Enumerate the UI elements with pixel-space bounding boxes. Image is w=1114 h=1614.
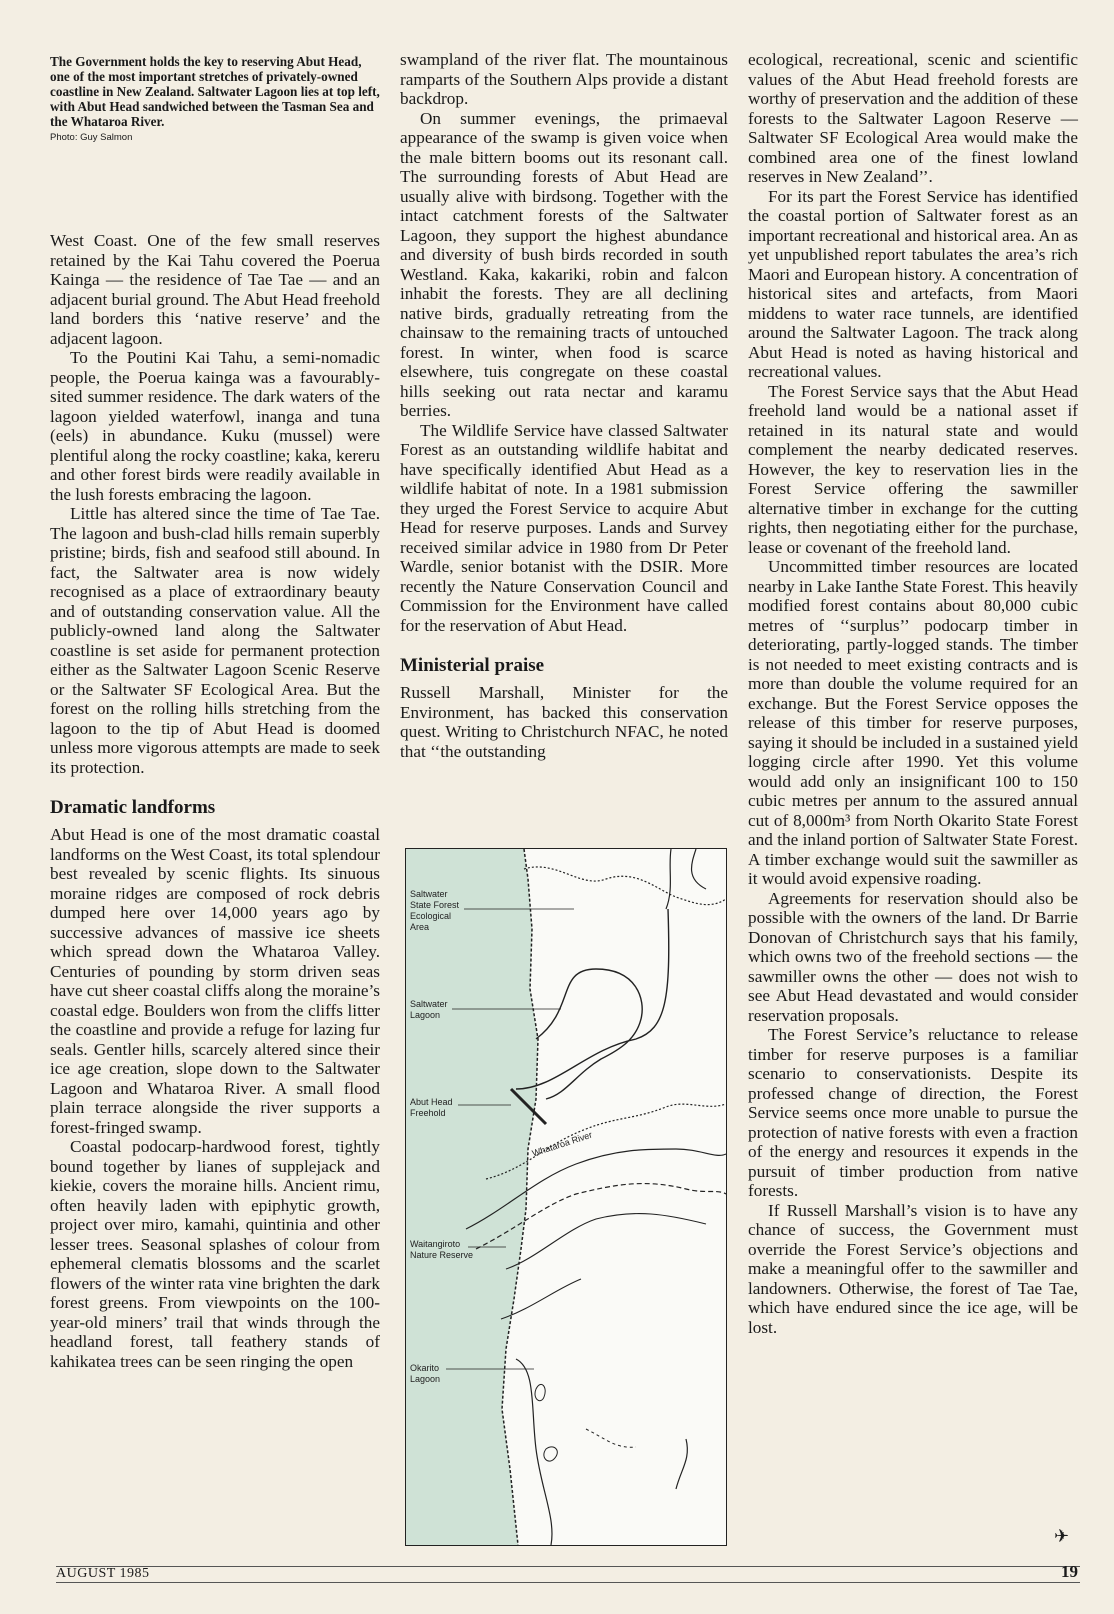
stream bbox=[676, 1439, 687, 1489]
paragraph: For its part the Forest Service has identified the coastal portion of Saltwater forest as an important recreational and historical area. An as yet unpublished report tabulates the area’s rich Maori and European history. A concentration of historical sites and artefacts, from Maori middens to water race tunnels, are identified around the Saltwater Lagoon. The track along Abut Head is noted as having historical and recreational values. bbox=[748, 186, 1078, 381]
heading-dramatic-landforms: Dramatic landforms bbox=[50, 797, 216, 818]
paragraph: Coastal podocarp-hardwood forest, tightly bound together by lianes of supplejack and kiekie, covers the moraine hills. Ancient rimu, often heavily laden with epiphytic growth, project over miro, kamahi, quintinia and other lesser trees. Seasonal splashes of colour from ephemeral clematis blossoms and the scarlet flowers of the winter rata vine brighten the dark forest greens. From viewpoints on the 100-year-old miners’ trail that winds through the headland forest, tall feathery stands of kahikatea trees can be seen ringing the open bbox=[50, 1137, 380, 1371]
paragraph: ecological, recreational, scenic and scientific values of the Abut Head freehold forests are worthy of preservation and the addition of these forests to the Saltwater Lagoon Reserve — Saltwater SF Ecological Area would make the combined area one of the finest lowland reserves in New Zealand’’. bbox=[748, 50, 1078, 186]
photo-credit: Photo: Guy Salmon bbox=[50, 132, 133, 143]
map-label-whataroa-river: Whataroa River bbox=[530, 1129, 594, 1159]
okarito-lagoon-shape bbox=[516, 1359, 552, 1545]
map-label-waitangiroto: Waitangiroto Nature Reserve bbox=[410, 1239, 474, 1260]
hill-outline bbox=[506, 1214, 706, 1269]
column-2 bbox=[400, 50, 728, 761]
page-number: 19 bbox=[1061, 1562, 1078, 1581]
paragraph: Abut Head is one of the most dramatic coastal landforms on the West Coast, its total splendour best revealed by scenic flights. Its sinuous moraine ridges are composed of rock debris dumped here over 14,000 years ago by successive advances of massive ice sheets which spread down the Whataroa Valley. Centuries of pounding by storm driven seas have cut sheer coastal cliffs along the moraine’s coastal edge. Boulders won from the cliffs litter the coastline and provide a refuge for lazing fur seals. Gentler hills, scarcely altered since their ice age creation, slope down to the Saltwater Lagoon and Whataroa River. A small flood plain terrace alongside the river supports a forest-fringed swamp. bbox=[50, 825, 380, 1137]
map-label-abut-head: Abut Head Freehold bbox=[410, 1097, 453, 1118]
page-footer bbox=[56, 1562, 1080, 1583]
paragraph: The Wildlife Service have classed Saltwater Forest as an outstanding wildlife habitat and have specifically identified Abut Head as a wildlife habitat of note. In a 1981 submission they urged the Forest Service to acquire Abut Head for reserve purposes. Lands and Survey received similar advice in 1980 from Dr Peter Wardle, senior botanist with the DSIR. More recently the Nature Conservation Council and Commission for the Environment have called for the reservation of Abut Head. bbox=[400, 420, 728, 635]
heading-ministerial-praise: Ministerial praise bbox=[400, 655, 545, 676]
stream bbox=[692, 849, 706, 889]
map-label-saltwater-lagoon: Saltwater Lagoon bbox=[410, 999, 448, 1020]
paragraph: swampland of the river flat. The mountainous ramparts of the Southern Alps provide a distant backdrop. bbox=[400, 50, 728, 108]
map-drawing bbox=[406, 849, 726, 1545]
map-label-okarito: Okarito Lagoon bbox=[410, 1363, 441, 1384]
issue-date: AUGUST 1985 bbox=[56, 1566, 150, 1581]
footer-rule bbox=[56, 1566, 1080, 1567]
paragraph: On summer evenings, the primaeval appearance of the swamp is given voice when the male bittern booms out its resonant call. The surrounding forests of Abut Head are usually alive with birdsong. Together with the intact catchment forests of the Saltwater Lagoon, they support the highest abundance and diversity of bush birds recorded in south Westland. Kaka, kakariki, robin and falcon inhabit the forests. They are all declining native birds, gradually retreating from the chainsaw to the remaining tracts of untouched forest. In winter, when food is scarce elsewhere, tuis congregate on these coastal hills seeking out rata nectar and karamu berries. bbox=[400, 108, 728, 420]
area-map bbox=[405, 848, 727, 1546]
paragraph: If Russell Marshall’s vision is to have any chance of success, the Government must override the Forest Service’s objections and make a meaningful offer to the sawmiller and landowners. Otherwise, the forest of Tae Tae, which have endured since the ice age, will be lost. bbox=[748, 1200, 1078, 1337]
okarito-islet bbox=[544, 1447, 557, 1461]
column-1 bbox=[50, 50, 380, 1371]
column-1-body bbox=[50, 231, 380, 1371]
stream bbox=[666, 849, 671, 909]
abut-head-ridge bbox=[516, 909, 669, 1089]
paragraph: Little has altered since the time of Tae Tae. The lagoon and bush-clad hills remain superbly pristine; birds, fish and seafood still abound. In fact, the Saltwater area is now widely recognised as a place of extraordinary beauty and of outstanding conservation value. All the publicly-owned land along the Saltwater coastline is set aside for permanent protection either as the Saltwater Lagoon Scenic Reserve or the Saltwater SF Ecological Area. But the forest on the rolling hills stretching from the lagoon to the tip of Abut Head is doomed unless more vigorous attempts are made to seek its protection. bbox=[50, 504, 380, 777]
end-mark-bird-icon: ✈ bbox=[1054, 1526, 1070, 1546]
paragraph: To the Poutini Kai Tahu, a semi-nomadic people, the Poerua kainga was a favourably-sited summer residence. The dark waters of the lagoon yielded waterfowl, inanga and tuna (eels) in abundance. Kuku (mussel) were plentiful along the rocky coastline; kaka, kereru and other forest birds were readily available in the lush forests embracing the lagoon. bbox=[50, 348, 380, 504]
paragraph: Uncommitted timber resources are located nearby in Lake Ianthe State Forest. This heavily modified forest contains about 80,000 cubic metres of ‘‘surplus’’ podocarp timber in deteriorating, partly-logged stands. The timber is not needed to meet existing contracts and is more than double the volume required for an exchange. But the Forest Service opposes the release of this timber for reserve purposes, saying it should be included in a sustained yield logging circle after 1990. Yet this volume would add only an insignificant 100 to 150 cubic metres per annum to the assured annual cut of 8,000m³ from North Okarito State Forest and the inland portion of Saltwater State Forest. A timber exchange would suit the sawmiller as it would avoid expensive roading. bbox=[748, 557, 1078, 888]
stream bbox=[586, 1429, 636, 1447]
northern-shore bbox=[524, 867, 726, 905]
paragraph: Agreements for reservation should also be possible with the owners of the land. Dr Barrie Donovan of Christchurch says that his family, which owns two of the freehold sections — the sawmiller owns the other — does not wish to see Abut Head devastated and would consider reservation proposals. bbox=[748, 888, 1078, 1025]
okarito-islet bbox=[535, 1384, 545, 1400]
photo-caption: The Government holds the key to reserving Abut Head, one of the most important stretches of privately-owned coastline in New Zealand. Saltwater Lagoon lies at top left, with Abut Head sandwiched between the Tasman Sea and the Whataroa River. bbox=[50, 54, 380, 129]
paragraph: West Coast. One of the few small reserves retained by the Kai Tahu covered the Poerua Kainga — the residence of Tae Tae — and an adjacent burial ground. The Abut Head freehold land borders this ‘native reserve’ and the adjacent lagoon. bbox=[50, 231, 380, 348]
paragraph: The Forest Service says that the Abut Head freehold land would be a national asset if retained in its natural state and would complement the nearby dedicated reserves. However, the key to reservation lies in the Forest Service offering the sawmiller alternative timber in exchange for the cutting rights, then negotiating either for the purchase, lease or covenant of the freehold land. bbox=[748, 381, 1078, 557]
column-3 bbox=[748, 50, 1078, 1337]
paragraph: The Forest Service’s reluctance to release timber for reserve purposes is a familiar scenario to conservationists. Despite its professed change of direction, the Forest Service seems once more unable to pursue the protection of native forests with even a fraction of the energy and resources it expends in the pursuit of timber production from native forests. bbox=[748, 1025, 1078, 1200]
paragraph: Russell Marshall, Minister for the Environment, has backed this conservation quest. Writing to Christchurch NFAC, he noted that ‘‘the outstanding bbox=[400, 683, 728, 761]
map-label-saltwater-forest: Saltwater State Forest Ecological Area bbox=[410, 889, 460, 932]
